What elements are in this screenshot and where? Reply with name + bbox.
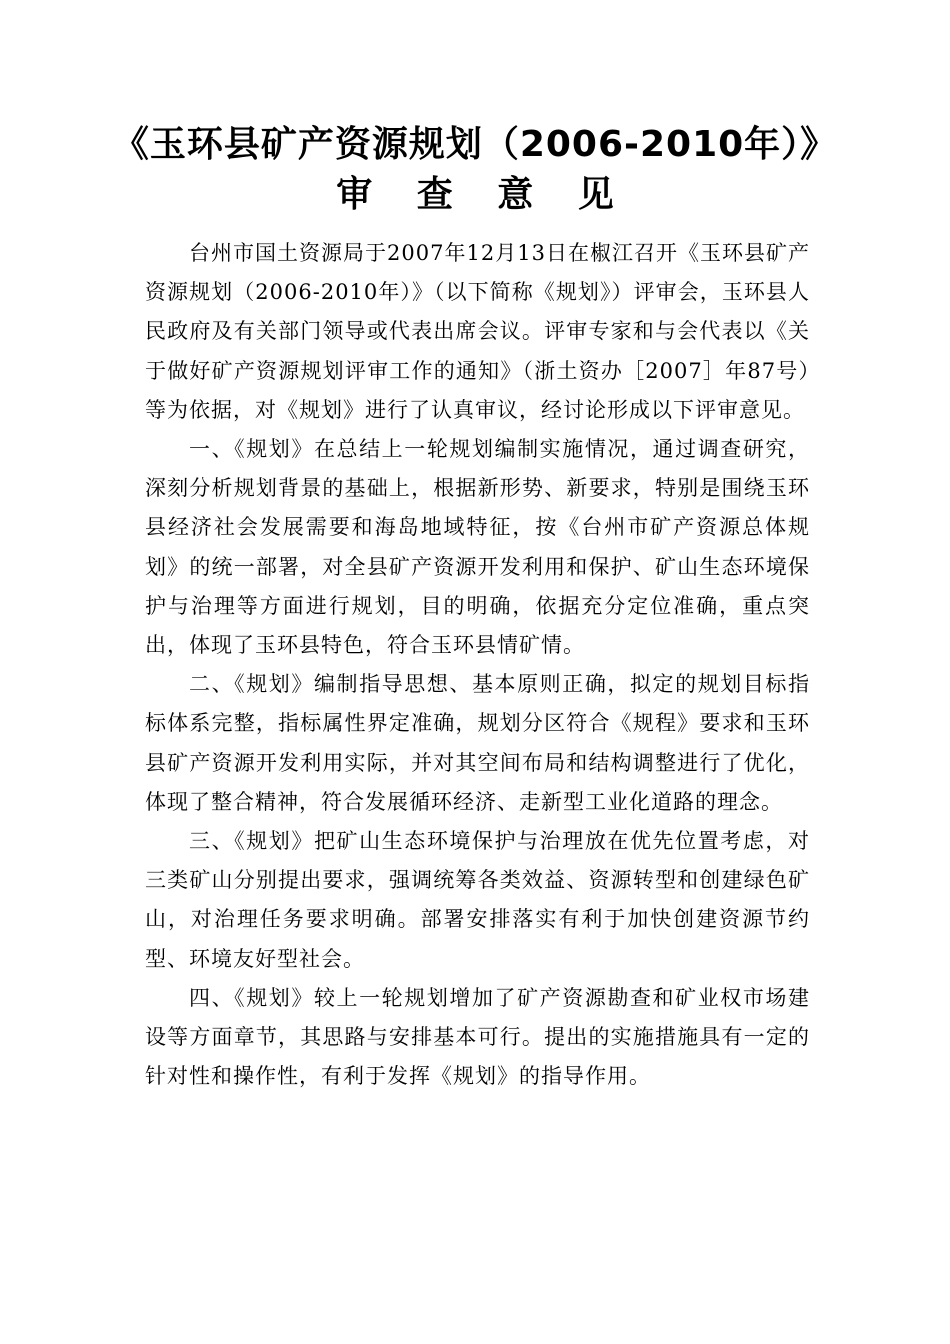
document-subtitle: 审 查 意 见 [336,174,630,215]
document-body [145,234,810,1096]
paragraph-3: 三、《规划》把矿山生态环境保护与治理放在优先位置考虑，对三类矿山分别提出要求，强调统筹各类效益、资源转型和创建绿色矿山，对治理任务要求明确。部署安排落实有利于加快创建资源节约型、环境友好型社会。 [145,829,810,971]
paragraph-intro: 台州市国土资源局于2007年12月13日在椒江召开《玉环县矿产资源规划（2006-2010年）》（以下简称《规划》）评审会，玉环县人民政府及有关部门领导或代表出席会议。评审专家和与会代表以《关于做好矿产资源规划评审工作的通知》（浙土资办［2007］年87号）等为依据，对《规划》进行了认真审议，经讨论形成以下评审意见。 [145,241,810,422]
paragraph-1: 一、《规划》在总结上一轮规划编制实施情况，通过调查研究，深刻分析规划背景的基础上，根据新形势、新要求，特别是围绕玉环县经济社会发展需要和海岛地域特征，按《台州市矿产资源总体规划》的统一部署，对全县矿产资源开发利用和保护、矿山生态环境保护与治理等方面进行规划，目的明确，依据充分定位准确，重点突出，体现了玉环县特色，符合玉环县情矿情。 [145,437,810,658]
title-block [0,120,950,220]
document-title: 《玉环县矿产资源规划（2006-2010年）》 [112,124,838,165]
paragraph-4: 四、《规划》较上一轮规划增加了矿产资源勘查和矿业权市场建设等方面章节，其思路与安排基本可行。提出的实施措施具有一定的针对性和操作性，有利于发挥《规划》的指导作用。 [145,985,810,1089]
paragraph-2: 二、《规划》编制指导思想、基本原则正确，拟定的规划目标指标体系完整，指标属性界定准确，规划分区符合《规程》要求和玉环县矿产资源开发利用实际，并对其空间布局和结构调整进行了优化，体现了整合精神，符合发展循环经济、走新型工业化道路的理念。 [145,672,810,814]
